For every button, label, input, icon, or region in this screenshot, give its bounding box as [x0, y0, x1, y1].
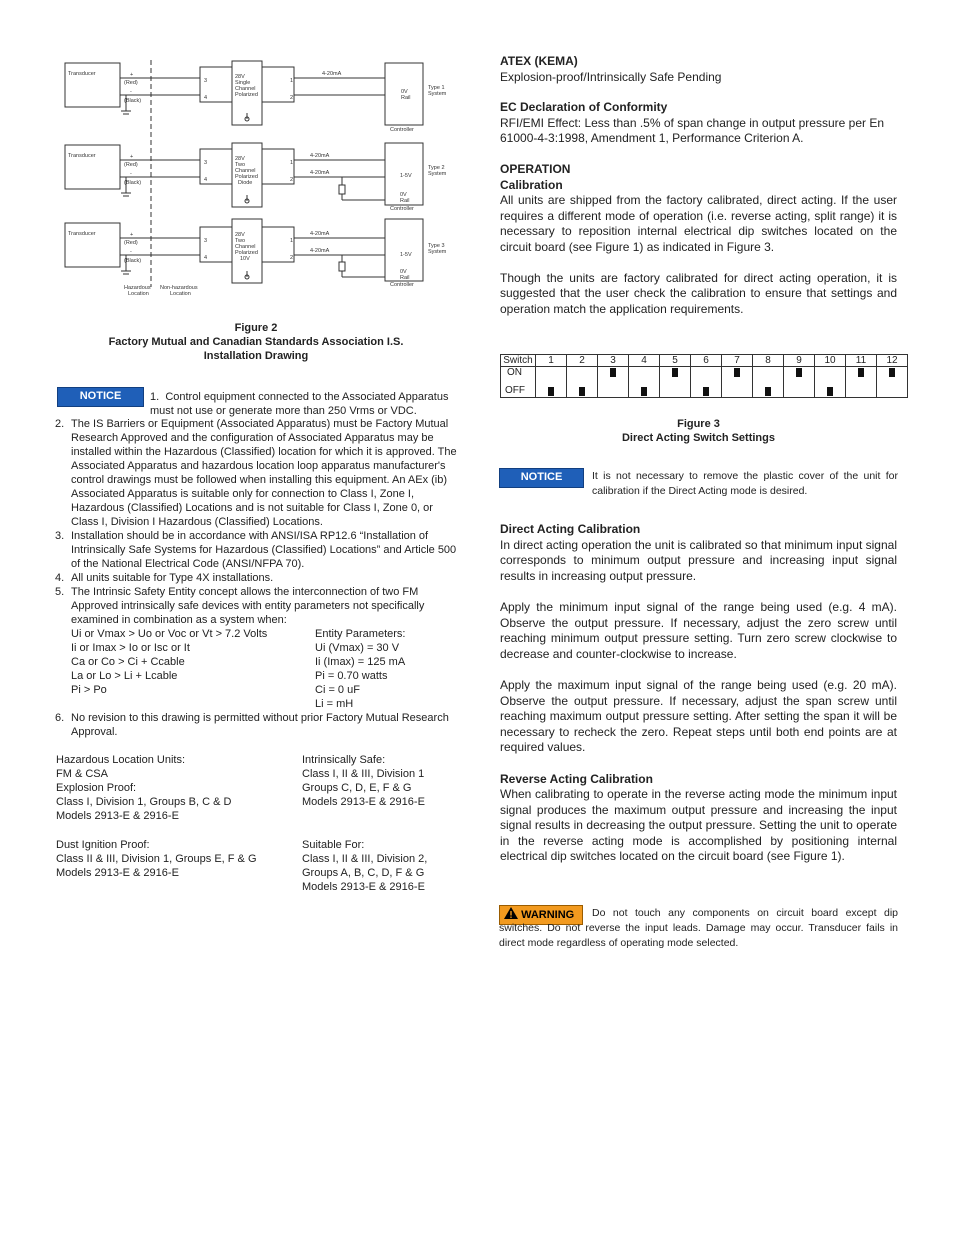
calibration-paragraph-2: Though the units are factory calibrated for direct acting operation, it is suggested that the user check the calibration to ensure that settings and operation match the application requirements. [500, 270, 897, 316]
transducer-box-3 [65, 223, 120, 267]
svg-text:(Black): (Black) [124, 258, 142, 264]
note-number: 1. [150, 391, 160, 403]
svg-text:Location: Location [170, 291, 191, 297]
svg-text:Controller: Controller [390, 282, 414, 288]
note-4: 4. All units suitable for Type 4X installations. [55, 571, 457, 585]
switch-knob-9 [796, 368, 802, 377]
transducer-box-1 [65, 63, 120, 107]
svg-text:2: 2 [290, 95, 294, 101]
notice-badge: NOTICE [57, 387, 144, 407]
svg-text:4-20mA: 4-20mA [310, 170, 330, 176]
figure-2-caption [60, 321, 452, 363]
switch-knob-6 [703, 387, 709, 396]
switch-11 [846, 367, 877, 398]
warning-label: WARNING [521, 909, 575, 921]
note-6-text: No revision to this drawing is permitted without prior Factory Mutual Research Approval. [71, 712, 449, 738]
svg-text:1: 1 [290, 160, 294, 166]
svg-text:Controller: Controller [390, 206, 414, 212]
svg-text:Polarized: Polarized [235, 250, 258, 256]
note-4-text: All units suitable for Type 4X installations. [71, 572, 274, 584]
svg-text:Transducer: Transducer [68, 231, 96, 237]
figure-2-caption-line-1: Factory Mutual and Canadian Standards Association I.S. [108, 336, 404, 348]
direct-acting-paragraph-3: Apply the maximum input signal of the range being used (e.g. 20 mA). Observe the output pressure. If necessary, adjust the span screw until reaching maximum output pressure setting. After setting the span it will be necessary to recheck the zero. Repeat steps until both end points are at required values. [500, 677, 897, 755]
svg-text:Rail: Rail [401, 95, 411, 101]
ec-heading: EC Declaration of Conformity [500, 100, 668, 115]
svg-text:-: - [130, 171, 132, 177]
figure-2-caption-line-2: Installation Drawing [203, 350, 309, 362]
right-column-top [500, 54, 897, 317]
switch-position-row [501, 367, 908, 398]
svg-text:4: 4 [204, 255, 208, 261]
entity-conditions: Ui or Vmax > Uo or Voc or Vt > 7.2 Volts Ii or Imax > Io or Isc or It Ca or Co > Ci + Ccable La or Lo > Li + Lcable Pi > Po [71, 628, 268, 696]
switch-4 [629, 367, 660, 398]
figure-3-title: Figure 3 [677, 418, 720, 430]
svg-text:System: System [428, 249, 447, 255]
notice-2-text: It is not necessary to remove the plastic cover of the unit for calibration if the Direct Acting mode is desired. [592, 470, 898, 497]
note-1 [150, 390, 456, 418]
svg-text:+: + [130, 232, 134, 238]
dust-ignition-block: Dust Ignition Proof: Class II & III, Division 1, Groups E, F & G Models 2913-E & 2916-E [56, 839, 257, 879]
svg-text:+: + [130, 154, 134, 160]
note-1-text: Control equipment connected to the Associated Apparatus must not use or generate more than 250 Vrms or VDC. [150, 391, 449, 417]
svg-text:Two: Two [235, 162, 246, 168]
direct-acting-paragraph-1: In direct acting operation the unit is calibrated so that minimum input signal corresponds to minimum output pressure and increasing input signal results in increasing output pressure. [500, 537, 897, 583]
switch-9 [784, 367, 815, 398]
svg-text:Channel: Channel [235, 86, 256, 92]
svg-text:Hazardous: Hazardous [124, 285, 151, 291]
svg-text:1: 1 [290, 238, 294, 244]
switch-header-row: Switch 1 2 3 4 5 6 7 8 9 10 11 12 [501, 355, 908, 367]
svg-text:28V: 28V [235, 156, 245, 162]
svg-text:+: + [130, 72, 134, 78]
svg-text:4-20mA: 4-20mA [310, 153, 330, 159]
svg-text:4-20mA: 4-20mA [322, 71, 342, 77]
switch-knob-3 [610, 368, 616, 377]
switch-knob-10 [827, 387, 833, 396]
svg-text:2: 2 [290, 255, 294, 261]
ec-text: RFI/EMI Effect: Less than .5% of span change in output pressure per En 61000-4-3:1998, Amendment 1, Performance Criterion A. [500, 115, 884, 146]
reverse-acting-paragraph: When calibrating to operate in the reverse acting mode the minimum input signal produces the maximum output pressure and increasing the input signal results in decreasing the output pressure. Setting the unit to operate in the reverse acting mode is accomplished by positioning internal electrical dip switches located on the circuit board (see Figure 1). [500, 787, 897, 864]
svg-text:(Black): (Black) [124, 98, 142, 104]
svg-text:4-20mA: 4-20mA [310, 231, 330, 237]
svg-text:-: - [130, 249, 132, 255]
svg-text:1-5V: 1-5V [400, 173, 412, 179]
svg-text:System: System [428, 171, 447, 177]
switch-12 [877, 367, 908, 398]
warning-text: Do not touch any components on circuit board except dip switches. Do not reverse the input leads. Damage may occur. Transducer fails in direct mode regardless of operating mode selected. [499, 907, 898, 949]
svg-text:1: 1 [290, 78, 294, 84]
transducer-box-2 [65, 145, 120, 189]
svg-text:4: 4 [204, 177, 208, 183]
svg-text:Single: Single [235, 80, 251, 86]
figure-3-caption [500, 417, 897, 445]
svg-text:2: 2 [290, 177, 294, 183]
switch-5 [660, 367, 691, 398]
figure-2-title: Figure 2 [234, 322, 278, 334]
svg-text:Location: Location [128, 291, 149, 297]
note-5: 5. The Intrinsic Safety Entity concept allows the interconnection of two FM Approved intrinsically safe devices with entity parameters not specifically examined in combination as a system when: [55, 585, 457, 627]
switch-header-label: Switch [501, 355, 536, 367]
switch-knob-12 [889, 368, 895, 377]
on-off-labels: ON OFF [501, 367, 536, 398]
svg-text:3: 3 [204, 238, 208, 244]
calibration-procedures [500, 522, 897, 865]
svg-text:4: 4 [204, 95, 208, 101]
svg-text:0V: 0V [400, 269, 407, 275]
svg-text:Channel: Channel [235, 244, 256, 250]
svg-text:Polarized: Polarized [235, 92, 258, 98]
svg-text:Non-hazardous: Non-hazardous [160, 285, 198, 291]
installation-wiring-diagram [60, 55, 460, 300]
notice-badge-2: NOTICE [499, 468, 584, 488]
svg-text:0V: 0V [401, 89, 408, 95]
svg-text:Channel: Channel [235, 168, 256, 174]
svg-text:4-20mA: 4-20mA [310, 248, 330, 254]
suitable-for-block: Suitable For: Class I, II & III, Division 2, Groups A, B, C, D, F & G Models 2913-E & 2916-E [302, 839, 428, 893]
switch-7 [722, 367, 753, 398]
svg-text:1-5V: 1-5V [400, 252, 412, 258]
svg-text:Rail: Rail [400, 275, 410, 281]
entity-values: Entity Parameters: Ui (Vmax) = 30 V Ii (Imax) = 125 mA Pi = 0.70 watts Ci = 0 uF Li = mH [315, 628, 406, 710]
switch-knob-2 [579, 387, 585, 396]
switch-knob-4 [641, 387, 647, 396]
figure-3-caption-text: Direct Acting Switch Settings [621, 432, 775, 444]
switch-knob-7 [734, 368, 740, 377]
svg-text:3: 3 [204, 160, 208, 166]
svg-text:Polarized: Polarized [235, 174, 258, 180]
switch-3 [598, 367, 629, 398]
svg-text:Transducer: Transducer [68, 153, 96, 159]
svg-text:Diode: Diode [238, 180, 253, 186]
svg-text:System: System [428, 91, 447, 97]
svg-text:-: - [130, 89, 132, 95]
notes-list [55, 417, 457, 739]
calibration-heading: Calibration [500, 177, 563, 192]
operation-heading: OPERATION [500, 161, 571, 176]
switch-2 [567, 367, 598, 398]
note-3-text: Installation should be in accordance with ANSI/ISA RP12.6 “Installation of Intrinsically Safe Systems for Hazardous (Classified) Locations” and Article 500 of the National Electrical Code (ANSI/NFPA 70). [71, 530, 457, 570]
switch-knob-8 [765, 387, 771, 396]
switch-knob-1 [548, 387, 554, 396]
direct-acting-heading: Direct Acting Calibration [500, 522, 641, 536]
svg-text:Type 2: Type 2 [428, 165, 445, 171]
note-3: 3. Installation should be in accordance with ANSI/ISA RP12.6 “Installation of Intrinsically Safe Systems for Hazardous (Classified) Locations” and Article 500 of the National Electrical Code (ANSI/NFPA 70). [55, 530, 457, 570]
svg-text:(Red): (Red) [124, 80, 138, 86]
intrinsically-safe-block: Intrinsically Safe: Class I, II & III, Division 1 Groups C, D, E, F & G Models 2913-E & 2916-E [302, 754, 425, 808]
atex-heading: ATEX (KEMA) [500, 54, 578, 68]
svg-text:Transducer: Transducer [68, 71, 96, 77]
switch-8 [753, 367, 784, 398]
switch-6 [691, 367, 722, 398]
svg-text:Two: Two [235, 238, 246, 244]
svg-text:3: 3 [204, 78, 208, 84]
note-5-text: The Intrinsic Safety Entity concept allows the interconnection of two FM Approved intrinsically safe devices with entity parameters not specifically examined in combination as a system when: [71, 586, 425, 626]
switch-knob-5 [672, 368, 678, 377]
dip-switch-table [500, 354, 908, 398]
svg-text:10V: 10V [240, 256, 250, 262]
atex-text: Explosion-proof/Intrinsically Safe Pending [500, 69, 722, 84]
direct-acting-paragraph-2: Apply the minimum input signal of the range being used (e.g. 4 mA). Observe the output pressure. If necessary, adjust the zero screw until reaching minimum output pressure setting. Turn zero screw clockwise to decrease and counter-clockwise to increase. [500, 599, 897, 661]
entity-parameters [55, 627, 457, 711]
note-6: 6. No revision to this drawing is permitted without prior Factory Mutual Research Approval. [55, 711, 457, 739]
svg-text:Controller: Controller [390, 127, 414, 133]
reverse-acting-heading: Reverse Acting Calibration [500, 771, 653, 786]
switch-10 [815, 367, 846, 398]
svg-text:28V: 28V [235, 74, 245, 80]
svg-text:(Red): (Red) [124, 162, 138, 168]
svg-text:Type 1: Type 1 [428, 85, 445, 91]
svg-text:(Black): (Black) [124, 180, 142, 186]
switch-1 [536, 367, 567, 398]
switch-knob-11 [858, 368, 864, 377]
svg-text:28V: 28V [235, 232, 245, 238]
calibration-paragraph-1: All units are shipped from the factory calibrated, direct acting. If the user requires a different mode of operation (i.e. reverse acting, split range) it is necessary to reposition internal electrical dip switches located on the circuit board (see Figure 1) as indicated in Figure 3. [500, 193, 897, 254]
svg-text:0V: 0V [400, 192, 407, 198]
svg-text:(Red): (Red) [124, 240, 138, 246]
hazardous-location-block: Hazardous Location Units: FM & CSA Explosion Proof: Class I, Division 1, Groups B, C & D Models 2913-E & 2916-E [56, 754, 232, 822]
svg-text:Rail: Rail [400, 198, 410, 204]
note-2-text: The IS Barriers or Equipment (Associated Apparatus) must be Factory Mutual Research Approved and the configuration of Associated Apparatus may be installed within the Hazardous (Classified) location for which it is approved. The Associated Apparatus and hazardous location loop apparatus manufacturer's control drawings must be followed when installing this equipment. An AEx (ib) Associated Apparatus is suitable only for connection to Class I, Zone I, Hazardous (Classified) Locations and is not suitable for Class I, Zone 0, or Class I, Division I Hazardous (Classified) Locations. [71, 418, 457, 528]
svg-text:Type 3: Type 3 [428, 243, 445, 249]
note-2: 2. The IS Barriers or Equipment (Associated Apparatus) must be Factory Mutual Research Approved and the configuration of Associated Apparatus may be installed within the Hazardous (Classified) location for which it is approved. The Associated Apparatus and hazardous location loop apparatus manufacturer's control drawings must be followed when installing this equipment. An AEx (ib) Associated Apparatus is suitable only for connection to Class I, Zone I, Hazardous (Classified) Locations and is not suitable for Class I, Zone 0, or Class I, Division I Hazardous (Classified) Locations. [55, 418, 457, 528]
